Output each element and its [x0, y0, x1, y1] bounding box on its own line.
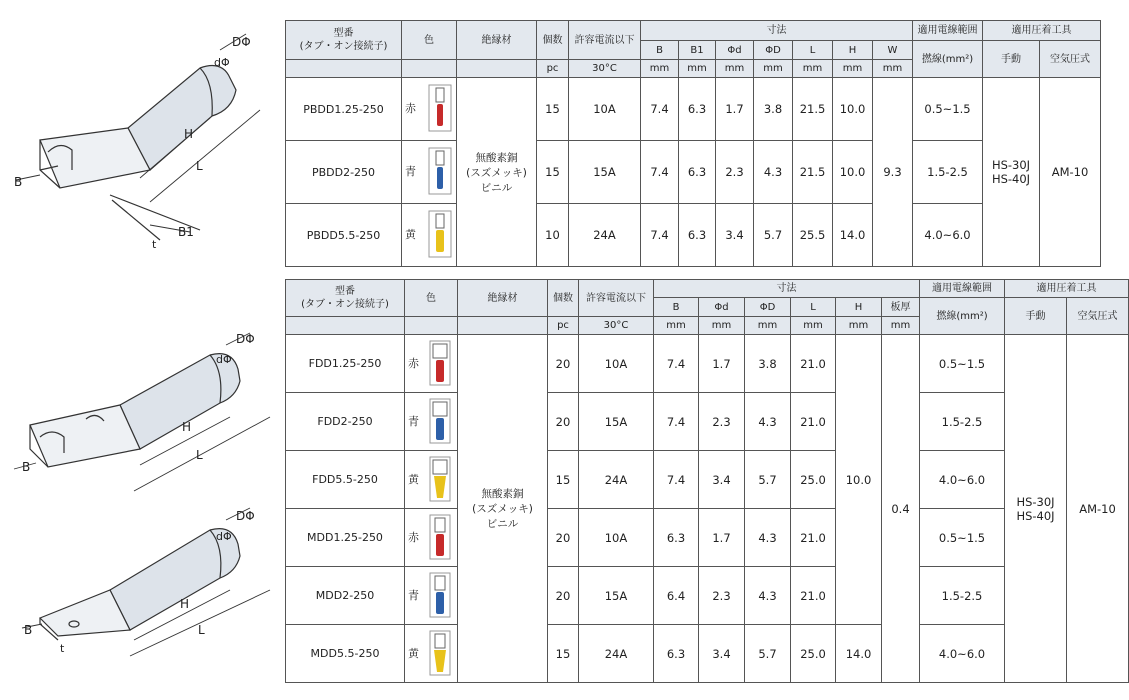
- unit-mm: mm: [793, 60, 833, 78]
- l-cell: 25.0: [791, 625, 836, 683]
- l-cell: 21.0: [791, 509, 836, 567]
- manual-tool-cell: [1005, 335, 1067, 683]
- w-cell: 9.3: [873, 78, 913, 267]
- label-t: t: [152, 238, 157, 251]
- label-d-phi-outer: DΦ: [236, 509, 255, 523]
- phiD-cell: 4.3: [745, 393, 791, 451]
- header-manual: 手動: [983, 41, 1040, 78]
- header-current: 許容電流以下: [569, 21, 641, 60]
- unit-blank: [286, 60, 402, 78]
- header-phid: Φd: [716, 41, 754, 60]
- phiD-cell: 3.8: [754, 78, 793, 141]
- wire-cell: 1.5-2.5: [920, 567, 1005, 625]
- table-row: [286, 204, 1101, 267]
- qty-cell: 15: [548, 451, 579, 509]
- insulation-text: 無酸素銅 (スズメッキ) ビニル: [472, 488, 533, 530]
- unit-temp: 30°C: [579, 317, 654, 335]
- unit-mm: mm: [699, 317, 745, 335]
- phiD-cell: 5.7: [745, 451, 791, 509]
- current-cell: 15A: [579, 393, 654, 451]
- color-cell: [405, 335, 458, 393]
- phid-cell: 2.3: [699, 567, 745, 625]
- l-cell: 21.5: [793, 141, 833, 204]
- wire-cell: 0.5~1.5: [920, 335, 1005, 393]
- qty-cell: 20: [548, 509, 579, 567]
- table-row: [286, 335, 1129, 393]
- l-cell: 25.0: [791, 451, 836, 509]
- wire-cell: 4.0~6.0: [920, 625, 1005, 683]
- unit-mm: mm: [679, 60, 716, 78]
- l-cell: 21.0: [791, 335, 836, 393]
- header-l: L: [791, 298, 836, 317]
- unit-pc: pc: [548, 317, 579, 335]
- color-label: 赤: [408, 531, 419, 544]
- header-manual: 手動: [1005, 298, 1067, 335]
- current-cell: 24A: [579, 451, 654, 509]
- header-b: B: [641, 41, 679, 60]
- b-cell: 7.4: [654, 451, 699, 509]
- table-row: [286, 567, 1129, 625]
- b1-cell: 6.3: [679, 78, 716, 141]
- wire-cell: 4.0~6.0: [913, 204, 983, 267]
- wire-cell: 0.5~1.5: [913, 78, 983, 141]
- model-cell: PBDD1.25-250: [286, 78, 402, 141]
- model-cell: MDD1.25-250: [286, 509, 405, 567]
- fdd-mdd-spec-table: [285, 279, 1129, 683]
- header-wire-sub: 撚線(mm²): [920, 298, 1005, 335]
- l-cell: 25.5: [793, 204, 833, 267]
- header-pneumatic: 空気圧式: [1040, 41, 1101, 78]
- b-cell: 6.3: [654, 509, 699, 567]
- header-phiD: ΦD: [754, 41, 793, 60]
- phiD-cell: 4.3: [745, 509, 791, 567]
- pneumatic-tool-cell: AM-10: [1040, 78, 1101, 267]
- table-row: [286, 78, 1101, 141]
- insulation-cell: [457, 78, 537, 267]
- color-cell: [405, 567, 458, 625]
- red-terminal-thumbnail: [428, 84, 452, 132]
- header-wire: 適用電線範囲: [913, 21, 983, 41]
- phid-cell: 1.7: [716, 78, 754, 141]
- unit-mm: mm: [654, 317, 699, 335]
- label-d-phi-inner: dΦ: [216, 530, 232, 543]
- phid-cell: 1.7: [699, 335, 745, 393]
- h-cell: 10.0: [833, 141, 873, 204]
- color-cell: [405, 509, 458, 567]
- label-h: H: [180, 597, 190, 611]
- manual-tool-text: HS-30J HS-40J: [991, 158, 1031, 186]
- unit-mm: mm: [882, 317, 920, 335]
- header-w: W: [873, 41, 913, 60]
- label-h: H: [184, 127, 194, 141]
- b-cell: 7.4: [654, 393, 699, 451]
- header-current: 許容電流以下: [579, 280, 654, 317]
- h-cell: 10.0: [833, 78, 873, 141]
- b1-cell: 6.3: [679, 204, 716, 267]
- model-cell: PBDD2-250: [286, 141, 402, 204]
- unit-mm: mm: [836, 317, 882, 335]
- table-row: [286, 393, 1129, 451]
- b-cell: 7.4: [641, 204, 679, 267]
- header-h: H: [836, 298, 882, 317]
- pneumatic-tool-cell: AM-10: [1067, 335, 1129, 683]
- unit-mm: mm: [754, 60, 793, 78]
- header-wire: 適用電線範囲: [920, 280, 1005, 298]
- pbdd-terminal-diagram: [0, 20, 280, 260]
- color-cell: [402, 204, 457, 267]
- current-cell: 15A: [579, 567, 654, 625]
- header-model: [286, 280, 405, 317]
- unit-mm: mm: [745, 317, 791, 335]
- current-cell: 10A: [569, 78, 641, 141]
- red-terminal-thumbnail: [429, 340, 451, 386]
- header-qty: 個数: [548, 280, 579, 317]
- label-h: H: [182, 420, 192, 434]
- header-model: [286, 21, 402, 60]
- header-b1: B1: [679, 41, 716, 60]
- b-cell: 7.4: [654, 335, 699, 393]
- header-phid: Φd: [699, 298, 745, 317]
- unit-blank: [286, 317, 405, 335]
- header-color: 色: [402, 21, 457, 60]
- wire-cell: 1.5-2.5: [913, 141, 983, 204]
- header-dims: 寸法: [654, 280, 920, 298]
- qty-cell: 20: [548, 335, 579, 393]
- unit-blank: [457, 60, 537, 78]
- qty-cell: 20: [548, 393, 579, 451]
- color-label: 青: [408, 415, 419, 428]
- wire-cell: 0.5~1.5: [920, 509, 1005, 567]
- color-label: 赤: [405, 102, 416, 115]
- color-cell: [405, 393, 458, 451]
- header-phiD: ΦD: [745, 298, 791, 317]
- header-thickness: 板厚: [882, 298, 920, 317]
- phid-cell: 3.4: [699, 625, 745, 683]
- mdd-terminal-diagram: [0, 500, 280, 660]
- header-model-text: 型番 (タブ・オン接続子): [299, 28, 388, 52]
- phid-cell: 3.4: [699, 451, 745, 509]
- color-label: 黄: [405, 228, 416, 241]
- table-row: [286, 509, 1129, 567]
- current-cell: 10A: [579, 335, 654, 393]
- color-label: 青: [408, 589, 419, 602]
- b-cell: 7.4: [641, 78, 679, 141]
- qty-cell: 15: [537, 78, 569, 141]
- phid-cell: 1.7: [699, 509, 745, 567]
- model-cell: FDD2-250: [286, 393, 405, 451]
- label-d-phi-outer: DΦ: [236, 332, 255, 346]
- unit-mm: mm: [833, 60, 873, 78]
- phid-cell: 2.3: [699, 393, 745, 451]
- wire-cell: 4.0~6.0: [920, 451, 1005, 509]
- header-dims: 寸法: [641, 21, 913, 41]
- current-cell: 10A: [579, 509, 654, 567]
- header-wire-sub: 撚線(mm²): [913, 41, 983, 78]
- current-cell: 24A: [579, 625, 654, 683]
- blue-terminal-thumbnail: [428, 147, 452, 195]
- fdd-terminal-diagram: [0, 325, 280, 495]
- header-insulation: 絶縁材: [457, 21, 537, 60]
- insulation-text: 無酸素銅 (スズメッキ) ビニル: [466, 151, 527, 194]
- color-cell: [405, 625, 458, 683]
- yellow-terminal-thumbnail: [429, 630, 451, 676]
- phiD-cell: 4.3: [745, 567, 791, 625]
- b-cell: 6.3: [654, 625, 699, 683]
- header-tool: 適用圧着工具: [983, 21, 1101, 41]
- phid-cell: 2.3: [716, 141, 754, 204]
- b1-cell: 6.3: [679, 141, 716, 204]
- l-cell: 21.5: [793, 78, 833, 141]
- header-qty: 個数: [537, 21, 569, 60]
- label-l: L: [196, 159, 203, 173]
- unit-blank: [405, 317, 458, 335]
- qty-cell: 15: [537, 141, 569, 204]
- phiD-cell: 5.7: [745, 625, 791, 683]
- label-d-phi-outer: DΦ: [232, 35, 251, 49]
- qty-cell: 20: [548, 567, 579, 625]
- blue-terminal-thumbnail: [429, 572, 451, 618]
- pbdd-spec-table: [285, 20, 1101, 267]
- label-b1: B1: [178, 225, 194, 239]
- qty-cell: 10: [537, 204, 569, 267]
- current-cell: 15A: [569, 141, 641, 204]
- insulation-cell: [458, 335, 548, 683]
- unit-mm: mm: [641, 60, 679, 78]
- unit-mm: mm: [873, 60, 913, 78]
- label-b: B: [22, 460, 31, 474]
- table-row: [286, 451, 1129, 509]
- wire-cell: 1.5-2.5: [920, 393, 1005, 451]
- h-cell: 14.0: [836, 625, 882, 683]
- h-cell: 10.0: [836, 335, 882, 625]
- header-model-text: 型番 (タブ・オン接続子): [301, 286, 389, 310]
- unit-mm: mm: [716, 60, 754, 78]
- yellow-terminal-thumbnail: [429, 456, 451, 502]
- unit-temp: 30°C: [569, 60, 641, 78]
- label-l: L: [196, 448, 203, 462]
- phiD-cell: 4.3: [754, 141, 793, 204]
- label-t: t: [60, 642, 65, 655]
- unit-blank: [458, 317, 548, 335]
- unit-mm: mm: [791, 317, 836, 335]
- table-row: [286, 141, 1101, 204]
- model-cell: FDD5.5-250: [286, 451, 405, 509]
- label-d-phi-inner: dΦ: [216, 353, 232, 366]
- phiD-cell: 5.7: [754, 204, 793, 267]
- current-cell: 24A: [569, 204, 641, 267]
- header-color: 色: [405, 280, 458, 317]
- color-cell: [405, 451, 458, 509]
- b-cell: 6.4: [654, 567, 699, 625]
- manual-tool-cell: [983, 78, 1040, 267]
- label-d-phi-inner: dΦ: [214, 56, 230, 69]
- model-cell: MDD2-250: [286, 567, 405, 625]
- model-cell: MDD5.5-250: [286, 625, 405, 683]
- phiD-cell: 3.8: [745, 335, 791, 393]
- header-tool: 適用圧着工具: [1005, 280, 1129, 298]
- color-cell: [402, 78, 457, 141]
- unit-blank: [402, 60, 457, 78]
- thickness-cell: 0.4: [882, 335, 920, 683]
- color-cell: [402, 141, 457, 204]
- red-terminal-thumbnail: [429, 514, 451, 560]
- qty-cell: 15: [548, 625, 579, 683]
- b-cell: 7.4: [641, 141, 679, 204]
- label-l: L: [198, 623, 205, 637]
- header-pneumatic: 空気圧式: [1067, 298, 1129, 335]
- blue-terminal-thumbnail: [429, 398, 451, 444]
- yellow-terminal-thumbnail: [428, 210, 452, 258]
- label-b: B: [24, 623, 33, 637]
- label-b: B: [14, 175, 23, 189]
- l-cell: 21.0: [791, 567, 836, 625]
- color-label: 黄: [408, 473, 419, 486]
- model-cell: PBDD5.5-250: [286, 204, 402, 267]
- color-label: 青: [405, 165, 416, 178]
- header-l: L: [793, 41, 833, 60]
- phid-cell: 3.4: [716, 204, 754, 267]
- header-b: B: [654, 298, 699, 317]
- color-label: 黄: [408, 647, 419, 660]
- table-row: [286, 625, 1129, 683]
- unit-pc: pc: [537, 60, 569, 78]
- header-insulation: 絶縁材: [458, 280, 548, 317]
- color-label: 赤: [408, 357, 419, 370]
- header-h: H: [833, 41, 873, 60]
- model-cell: FDD1.25-250: [286, 335, 405, 393]
- l-cell: 21.0: [791, 393, 836, 451]
- manual-tool-text: HS-30J HS-40J: [1016, 494, 1055, 523]
- h-cell: 14.0: [833, 204, 873, 267]
